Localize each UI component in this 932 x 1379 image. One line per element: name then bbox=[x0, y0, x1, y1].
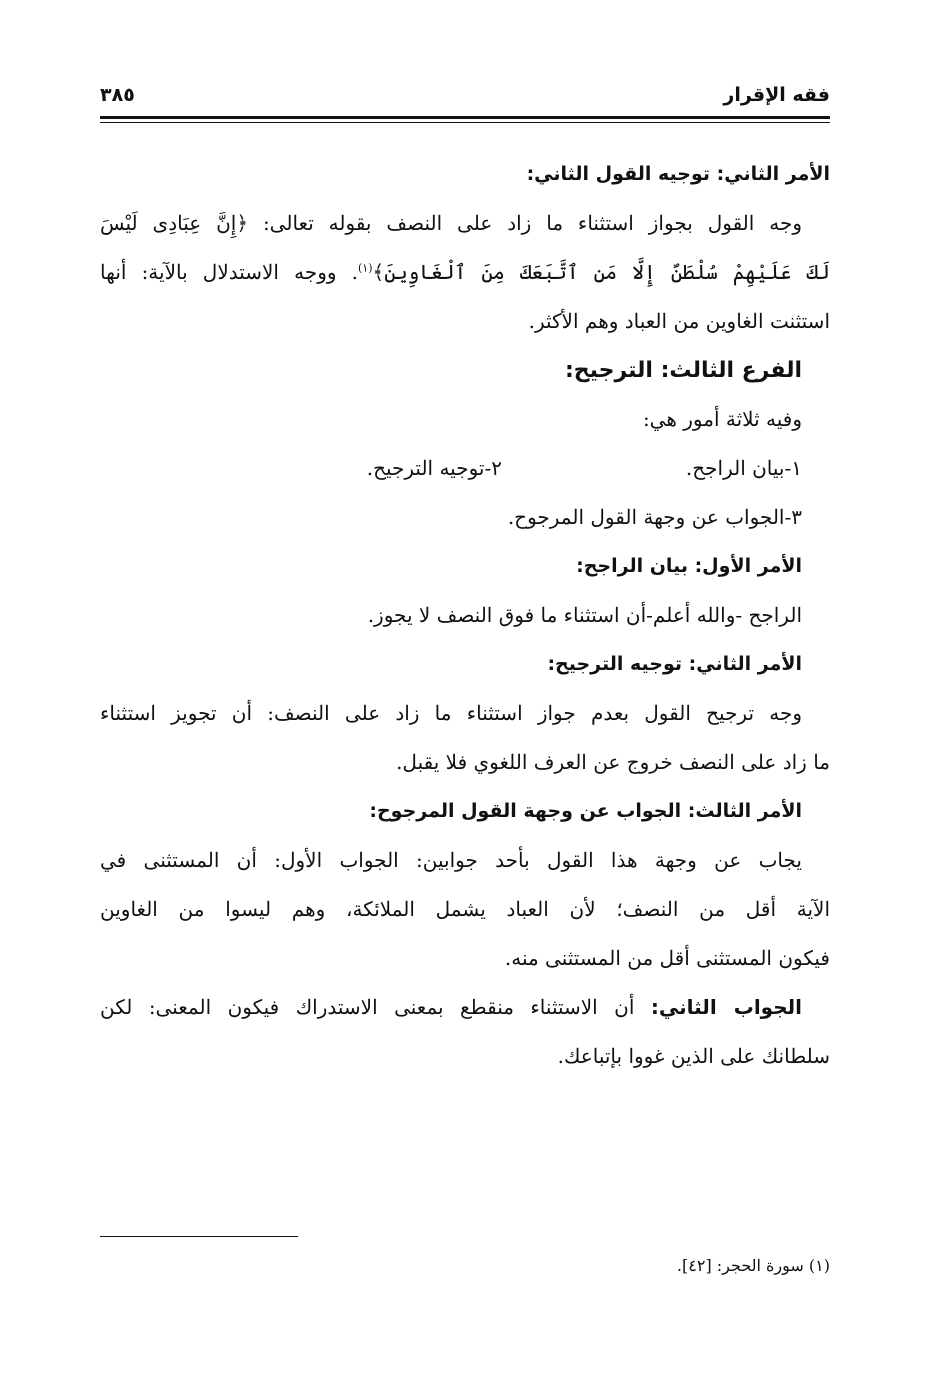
heading-second-matter: الأمر الثاني: توجيه القول الثاني: bbox=[526, 163, 830, 185]
paragraph-line: يجاب عن وجهة هذا القول بأحد جوابين: الجواب الأول: أن المستثنى في bbox=[100, 848, 802, 872]
page-number: ٣٨٥ bbox=[100, 84, 135, 106]
list-item-1: ١-بيان الراجح. bbox=[685, 456, 802, 480]
heading-third-matter: الأمر الثالث: الجواب عن وجهة القول المرجوح: bbox=[369, 800, 802, 822]
paragraph-line: الآية أقل من النصف؛ لأن العباد يشمل الملائكة، وهم ليسوا من الغاوين bbox=[100, 897, 830, 921]
paragraph-line: فيكون المستثنى أقل من المستثنى منه. bbox=[504, 946, 830, 970]
running-title: فقه الإقرار bbox=[723, 84, 830, 106]
book-page bbox=[100, 0, 830, 1379]
list-item-2: ٢-توجيه الترجيح. bbox=[366, 456, 502, 480]
footnote: (١) سورة الحجر: [٤٢]. bbox=[676, 1256, 830, 1275]
paragraph-text: أن الاستثناء منقطع بمعنى الاستدراك فيكون المعنى: لكن bbox=[100, 995, 651, 1019]
second-answer-label: الجواب الثاني: bbox=[650, 995, 803, 1019]
paragraph-line: وجه القول بجواز استثناء ما زاد على النصف بقوله تعالى: ﴿إِنَّ عِبَادِى لَيْسَ bbox=[100, 211, 802, 235]
page-header bbox=[100, 84, 830, 114]
list-item-3: ٣-الجواب عن وجهة القول المرجوح. bbox=[507, 505, 802, 529]
paragraph-text: . ووجه الاستدلال بالآية: أنها bbox=[100, 260, 358, 284]
header-rule-thick bbox=[100, 116, 830, 119]
paragraph-line-with-verse bbox=[100, 248, 830, 297]
header-rule-thin bbox=[100, 122, 830, 123]
paragraph-line: سلطانك على الذين غووا بإتباعك. bbox=[557, 1044, 830, 1068]
list-row bbox=[100, 444, 830, 493]
paragraph-line: ما زاد على النصف خروج عن العرف اللغوي فلا يقبل. bbox=[396, 750, 830, 774]
footnote-rule bbox=[100, 1236, 298, 1237]
paragraph-line: استثنت الغاوين من العباد وهم الأكثر. bbox=[528, 309, 830, 333]
paragraph-line: وجه ترجيح القول بعدم جواز استثناء ما زاد على النصف: أن تجويز استثناء bbox=[100, 701, 802, 725]
heading-first-matter: الأمر الأول: بيان الراجح: bbox=[576, 555, 802, 577]
paragraph-line-second-answer bbox=[100, 983, 830, 1032]
paragraph-line: الراجح -والله أعلم-أن استثناء ما فوق النصف لا يجوز. bbox=[367, 603, 802, 627]
heading-third-branch: الفرع الثالث: الترجيح: bbox=[564, 358, 802, 383]
body-text bbox=[100, 150, 830, 1081]
quran-verse: لَكَ عَلَيْهِمْ سُلْطَنٌ إِلَّا مَنِ ٱتَّبَعَكَ مِنَ ٱلْغَاوِينَ﴾ bbox=[372, 260, 830, 284]
heading-second-matter-tarjih: الأمر الثاني: توجيه الترجيح: bbox=[547, 653, 802, 675]
footnote-ref: (١) bbox=[358, 261, 373, 275]
paragraph-line: وفيه ثلاثة أمور هي: bbox=[642, 407, 802, 431]
